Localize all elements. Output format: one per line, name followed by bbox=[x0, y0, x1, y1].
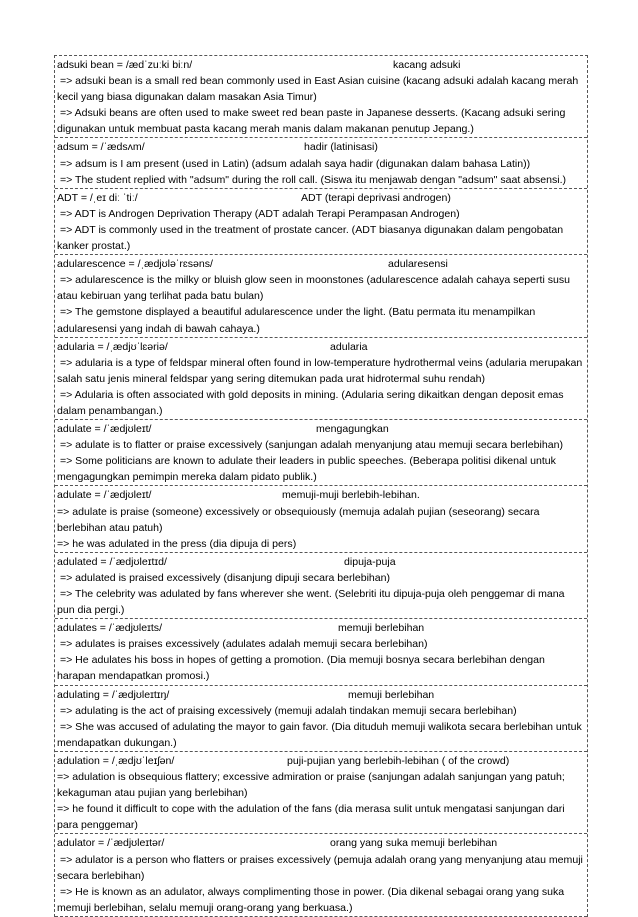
entry-example: => he found it difficult to cope with the adulation of the fans (dia merasa sulit untuk mengatasi sanjungan dari para penggemar) bbox=[57, 803, 565, 832]
entry-term: adulated = /ˈædjʊleɪtɪd/ bbox=[57, 555, 167, 568]
entry-head bbox=[57, 421, 585, 437]
entry-head bbox=[57, 190, 585, 206]
entry-example: => he was adulated in the press (dia dipuja di pers) bbox=[57, 537, 297, 550]
entry-head bbox=[57, 753, 585, 769]
entry-definition: => ADT is Androgen Deprivation Therapy (ADT adalah Terapi Perampasan Androgen) bbox=[57, 207, 460, 220]
entry-term: adulator = /ˈædjʊleɪtər/ bbox=[57, 837, 165, 850]
entry-term: adulation = /ˌædjʊˈleɪʃən/ bbox=[57, 754, 175, 767]
entry-term: adularescence = /ˌædjʊləˈrɛsəns/ bbox=[57, 258, 213, 271]
dictionary-table bbox=[54, 55, 588, 917]
entry bbox=[55, 686, 587, 752]
entry-example: => The student replied with "adsum" during the roll call. (Siswa itu menjawab dengan "adsum" saat absensi.) bbox=[57, 173, 567, 186]
entry-example: => Adularia is often associated with gold deposits in mining. (Adularia sering dikaitkan dengan deposit emas dalam penambangan.) bbox=[57, 388, 567, 417]
entry-example: => He is known as an adulator, always complimenting those in power. (Dia dikenal sebagai orang yang suka memuji berlebihan, selalu memuji orang-orang yang berkuasa.) bbox=[57, 885, 568, 914]
entry bbox=[55, 752, 587, 834]
entry-translation: adularesensi bbox=[388, 258, 448, 271]
entry-translation: adularia bbox=[330, 340, 368, 353]
entry-translation: mengagungkan bbox=[316, 423, 389, 436]
entry-head bbox=[57, 57, 585, 73]
entry bbox=[55, 834, 587, 916]
entry bbox=[55, 255, 587, 337]
entry-head bbox=[57, 835, 585, 851]
entry-translation: memuji berlebihan bbox=[348, 688, 435, 701]
entry bbox=[55, 619, 587, 685]
entry-definition: => adulation is obsequious flattery; excessive admiration or praise (sanjungan adalah sanjungan yang patuh; kekaguman atau pujian yang berlebihan) bbox=[57, 771, 568, 800]
entry-example: => ADT is commonly used in the treatment of prostate cancer. (ADT biasanya digunakan dalam pengobatan kanker prostat.) bbox=[57, 223, 567, 253]
entry-example: => Adsuki beans are often used to make sweet red bean paste in Japanese desserts. (Kacang adsuki sering digunakan untuk membuat pasta kacang merah manis dalam makanan penutup Jepang.) bbox=[57, 107, 569, 136]
entry bbox=[55, 189, 587, 255]
entry bbox=[55, 486, 587, 552]
entry-translation: puji-pujian yang berlebih-lebihan ( of the crowd) bbox=[287, 754, 510, 767]
entry-example: => He adulates his boss in hopes of getting a promotion. (Dia memuji bosnya secara berlebihan dengan harapan mendapatkan promosi.) bbox=[57, 654, 548, 683]
entry-term: adulate = /ˈædjʊleɪt/ bbox=[57, 489, 152, 502]
entry-translation: dipuja-puja bbox=[344, 555, 396, 568]
entry-example: => She was accused of adulating the mayor to gain favor. (Dia dituduh memuji walikota secara berlebihan untuk mendapatkan dukungan.) bbox=[57, 720, 585, 749]
entry-head bbox=[57, 139, 585, 155]
entry-translation: kacang adsuki bbox=[393, 59, 461, 71]
entry-term: adulate = /ˈædjʊleɪt/ bbox=[57, 423, 152, 436]
entry-example: => The celebrity was adulated by fans wherever she went. (Selebriti itu dipuja-puja oleh penggemar di mana pun dia pergi.) bbox=[57, 588, 568, 617]
entry-translation: orang yang suka memuji berlebihan bbox=[330, 837, 498, 850]
entry-definition: => adularia is a type of feldspar mineral often found in low-temperature hydrothermal veins (adularia merupakan salah satu jenis mineral feldspar yang sering ditemukan pada urat hidrotermal suhu rendah) bbox=[57, 356, 586, 385]
entry-head bbox=[57, 620, 585, 636]
entry-term: adulating = /ˈædjʊleɪtɪŋ/ bbox=[57, 688, 170, 701]
entry-term: adulates = /ˈædjʊleɪts/ bbox=[57, 622, 163, 635]
entry bbox=[55, 553, 587, 619]
entry-definition: => adulator is a person who flatters or praises excessively (pemuja adalah orang yang menyanjung atau memuji secara berlebihan) bbox=[57, 853, 586, 882]
entry-definition: => adulating is the act of praising excessively (memuji adalah tindakan memuji secara berlebihan) bbox=[57, 704, 517, 717]
entry-head bbox=[57, 687, 585, 703]
entry-definition: => adsum is I am present (used in Latin) (adsum adalah saya hadir (digunakan dalam bahasa Latin)) bbox=[57, 157, 531, 170]
entry-translation: memuji-muji berlebih-lebihan. bbox=[282, 489, 420, 502]
entry-definition: => adulates is praises excessively (adulates adalah memuji secara berlebihan) bbox=[57, 638, 428, 651]
entry-head bbox=[57, 554, 585, 570]
entry-example: => Some politicians are known to adulate their leaders in public speeches. (Beberapa politisi dikenal untuk mengagungkan pemimpin mereka dalam pidato publik.) bbox=[57, 455, 559, 484]
entry bbox=[55, 338, 587, 420]
entry-translation: ADT (terapi deprivasi androgen) bbox=[301, 191, 451, 204]
entry-definition: => adulate is to flatter or praise excessively (sanjungan adalah menyanjung atau memuji secara berlebihan) bbox=[57, 439, 563, 452]
entry-definition: => adulate is praise (someone) excessively or obsequiously (memuja adalah pujian (seseorang) secara berlebihan atau patuh) bbox=[57, 505, 543, 534]
entry-translation: hadir (latinisasi) bbox=[304, 141, 378, 154]
entry bbox=[55, 420, 587, 486]
entry-definition: => adularescence is the milky or bluish glow seen in moonstones (adularescence adalah cahaya seperti susu atau kebiruan yang terlihat pada batu bulan) bbox=[57, 274, 573, 303]
entry-term: adularia = /ˌædjʊˈlɛəriə/ bbox=[57, 340, 168, 353]
entry-term: adsuki bean = /ædˈzuːki biːn/ bbox=[57, 59, 193, 71]
entry-translation: memuji berlebihan bbox=[338, 622, 425, 635]
entry bbox=[55, 56, 587, 138]
entry-term: adsum = /ˈædsʌm/ bbox=[57, 141, 145, 154]
entry-example: => The gemstone displayed a beautiful adularescence under the light. (Batu permata itu menampilkan adularesensi yang indah di bawah cahaya.) bbox=[57, 306, 539, 335]
entry-definition: => adulated is praised excessively (disanjung dipuji secara berlebihan) bbox=[57, 571, 391, 584]
entry-head bbox=[57, 487, 585, 503]
entry-head bbox=[57, 339, 585, 355]
entry-definition: => adsuki bean is a small red bean commonly used in East Asian cuisine (kacang adsuki adalah kacang merah kecil yang biasa digunakan dalam masakan Asia Timur) bbox=[57, 75, 582, 104]
entry-head bbox=[57, 256, 585, 272]
entry-term: ADT = /ˌeɪ diː ˈtiː/ bbox=[57, 191, 138, 204]
entry bbox=[55, 138, 587, 188]
